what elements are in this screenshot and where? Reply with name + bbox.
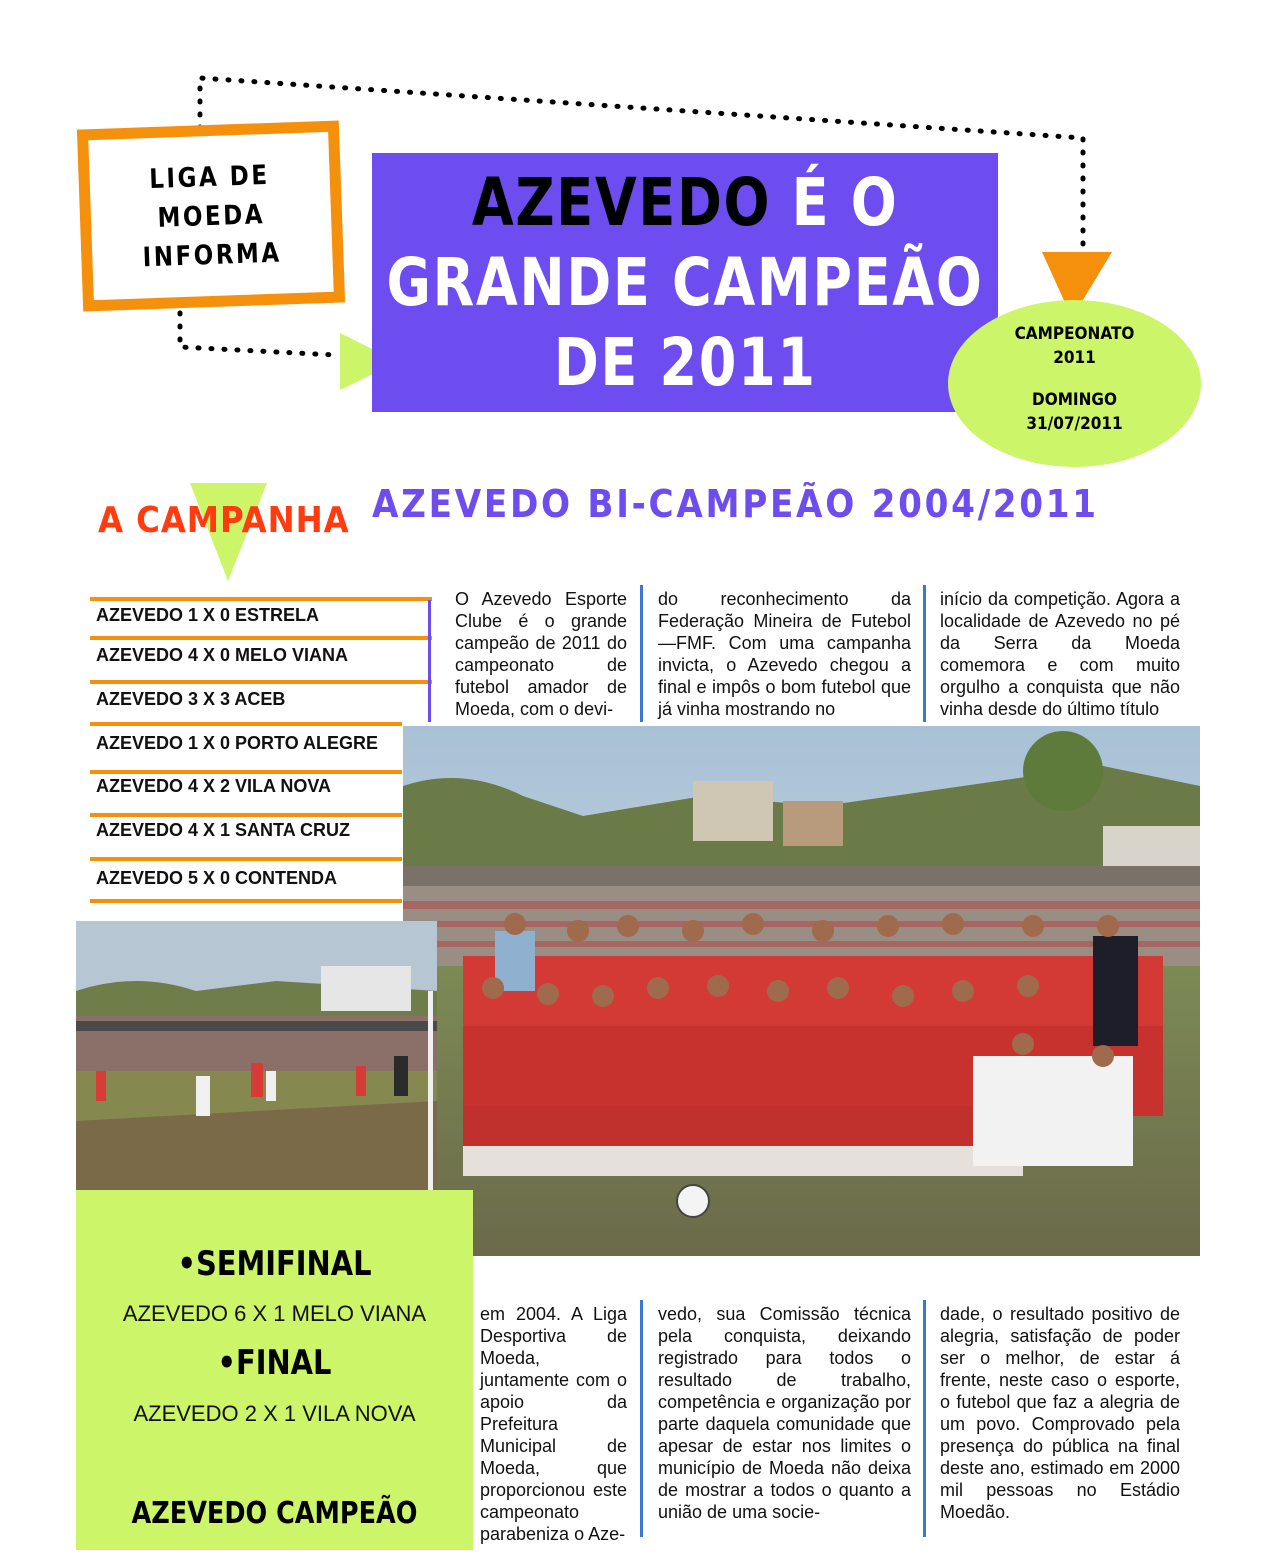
article-bottom-col-1: em 2004. A Liga Desportiva de Moeda, juntamente com o apoio da Prefeitura Municipal de Moeda, que proporcionou este campeonato parabeniza o Aze- bbox=[480, 1304, 627, 1544]
column-rule bbox=[640, 1300, 643, 1537]
final-label: FINAL bbox=[235, 1343, 332, 1383]
team-photo bbox=[403, 726, 1200, 1256]
champion-label: AZEVEDO CAMPEÃO bbox=[131, 1496, 418, 1531]
bullet-icon: • bbox=[217, 1343, 236, 1383]
column-rule bbox=[640, 585, 643, 722]
main-title-box bbox=[372, 153, 998, 412]
semifinal-heading bbox=[106, 1244, 443, 1284]
article-bottom-col-3: dade, o resultado positivo de alegria, satisfação de poder ser o melhor, de estar á frente, neste caso o esporte, o futebol que faz a alegria de um povo. Comprovado pela presença do pública na final deste ano, estimado em 2000 mil pessoas no Estádio Moedão. bbox=[940, 1304, 1180, 1522]
title-team-name: AZEVEDO bbox=[471, 163, 772, 241]
badge-line-3: DOMINGO bbox=[1031, 390, 1117, 410]
result-item: AZEVEDO 5 X 0 CONTENDA bbox=[96, 867, 338, 888]
semifinal-label: SEMIFINAL bbox=[195, 1244, 372, 1284]
result-item: AZEVEDO 3 X 3 ACEB bbox=[96, 688, 286, 709]
liga-line-1: LIGA DE bbox=[148, 159, 271, 195]
column-rule bbox=[923, 1300, 926, 1537]
article-top-col-2: do reconhecimento da Federação Mineira de Futebol—FMF. Com uma campanha invicta, o Azevedo chegou a final e impôs o bom futebol que já vinha mostrando no bbox=[658, 589, 911, 719]
finals-box bbox=[76, 1190, 473, 1550]
divider bbox=[90, 899, 402, 903]
semifinal-result: AZEVEDO 6 X 1 MELO VIANA bbox=[122, 1301, 427, 1326]
liga-line-2: MOEDA bbox=[156, 198, 266, 234]
liga-line-3: INFORMA bbox=[142, 237, 283, 273]
article-top-col-1: O Azevedo Esporte Clube é o grande campeão de 2011 do campeonato de futebol amador de Moeda, com o devi- bbox=[455, 589, 627, 719]
article-top-col-3: início da competição. Agora a localidade de Azevedo no pé da Serra da Moeda comemora e com muito orgulho a conquista que não vinha desde do último título bbox=[940, 589, 1180, 719]
title-line-1 bbox=[472, 163, 899, 243]
result-item: AZEVEDO 4 X 2 VILA NOVA bbox=[96, 775, 332, 796]
headline-bi-campeao: AZEVEDO BI-CAMPEÃO 2004/2011 bbox=[372, 482, 1099, 526]
result-item: AZEVEDO 1 X 0 ESTRELA bbox=[96, 604, 320, 625]
liga-informa-box bbox=[77, 120, 345, 311]
match-photo-image bbox=[76, 921, 437, 1190]
badge-line-2: 2011 bbox=[1053, 348, 1096, 368]
bullet-icon: • bbox=[177, 1244, 196, 1284]
badge-line-4: 31/07/2011 bbox=[1026, 414, 1123, 434]
title-line-1-rest: É O bbox=[771, 163, 899, 241]
result-item: AZEVEDO 4 X 1 SANTA CRUZ bbox=[96, 819, 351, 840]
final-heading bbox=[106, 1343, 443, 1383]
column-rule bbox=[923, 585, 926, 722]
result-item: AZEVEDO 1 X 0 PORTO ALEGRE bbox=[96, 732, 379, 753]
badge-line-1: CAMPEONATO bbox=[1014, 324, 1135, 344]
team-photo-image bbox=[403, 726, 1200, 1256]
final-result: AZEVEDO 2 X 1 VILA NOVA bbox=[133, 1401, 416, 1426]
match-photo bbox=[76, 921, 437, 1190]
badge-text bbox=[948, 322, 1201, 436]
article-bottom-col-2: vedo, sua Comissão técnica pela conquista, deixando registrado para todos o resultado de trabalho, competência e organização por parte daquela comunidade que apesar de estar nos limites o município de Moeda não deixa de mostrar a todos o quanto a união de uma socie- bbox=[658, 1304, 911, 1522]
title-line-3: DE 2011 bbox=[553, 323, 817, 401]
column-rule bbox=[428, 600, 431, 722]
campanha-title: A CAMPANHA bbox=[98, 500, 350, 541]
result-item: AZEVEDO 4 X 0 MELO VIANA bbox=[96, 644, 349, 665]
title-line-2: GRANDE CAMPEÃO bbox=[386, 243, 984, 321]
